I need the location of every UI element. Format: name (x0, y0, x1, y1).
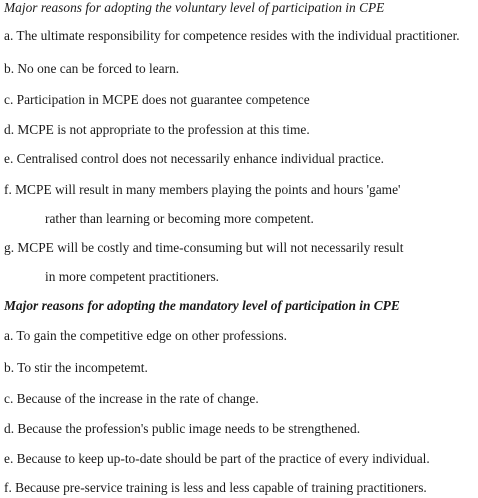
voluntary-item-c: c. Participation in MCPE does not guarantee competence (4, 92, 310, 107)
voluntary-item-b: b. No one can be forced to learn. (4, 61, 180, 76)
voluntary-heading: Major reasons for adopting the voluntary level of participation in CPE (4, 0, 385, 15)
voluntary-item-f-continuation: rather than learning or becoming more competent. (45, 211, 314, 226)
voluntary-item-g: g. MCPE will be costly and time-consuming but will not necessarily result (4, 240, 404, 255)
voluntary-item-a: a. The ultimate responsibility for competence resides with the individual practitioner. (4, 28, 460, 43)
mandatory-item-f: f. Because pre-service training is less and less capable of training practitioners. (4, 480, 427, 495)
mandatory-item-e: e. Because to keep up-to-date should be part of the practice of every individual. (4, 451, 430, 466)
mandatory-item-d: d. Because the profession's public image needs to be strengthened. (4, 421, 361, 436)
voluntary-item-g-continuation: in more competent practitioners. (45, 269, 220, 284)
mandatory-item-b: b. To stir the incompetemt. (4, 360, 148, 375)
mandatory-heading: Major reasons for adopting the mandatory level of participation in CPE (4, 298, 400, 313)
mandatory-item-a: a. To gain the competitive edge on other professions. (4, 328, 287, 343)
mandatory-item-c: c. Because of the increase in the rate of change. (4, 391, 259, 406)
voluntary-item-f: f. MCPE will result in many members playing the points and hours 'game' (4, 182, 401, 197)
voluntary-item-e: e. Centralised control does not necessarily enhance individual practice. (4, 151, 385, 166)
voluntary-item-d: d. MCPE is not appropriate to the profession at this time. (4, 122, 310, 137)
